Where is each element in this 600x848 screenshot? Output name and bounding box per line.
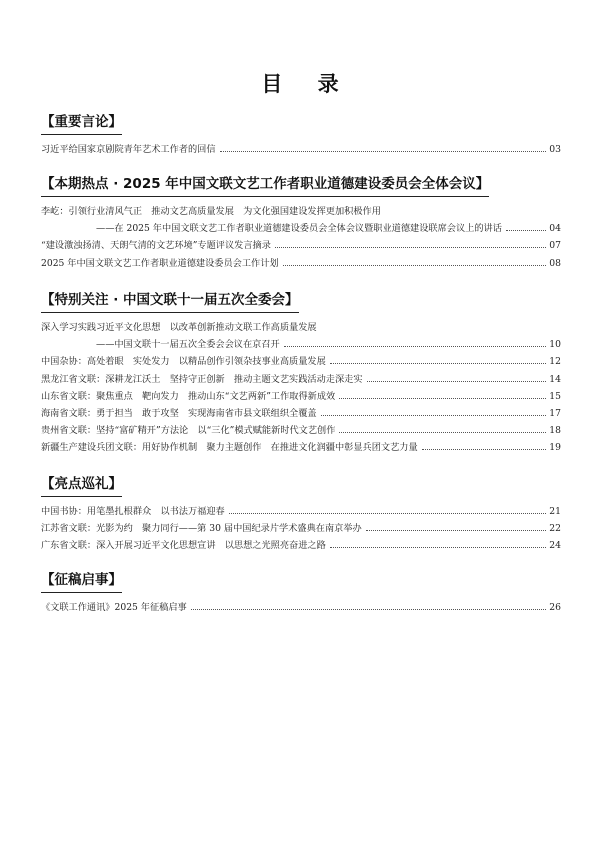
entry-title: 中国书协：用笔墨扎根群众 以书法万福迎春 [41, 506, 225, 517]
entry-title: 《文联工作通讯》2025 年征稿启事 [41, 602, 187, 613]
section-special-focus [41, 289, 561, 457]
section-entries [41, 599, 561, 616]
toc-entry-title-line[interactable]: 李屹：引领行业清风气正 推动文艺高质量发展 为文化强国建设发挥更加积极作用 [41, 206, 381, 217]
entry-title: ——在 2025 年中国文联文艺工作者职业道德建设委员会全体会议暨职业道德建设联席会议上的讲话 [96, 223, 502, 235]
toc-entry[interactable] [41, 237, 561, 254]
section-heading: 【本期热点 · 2025 年中国文联文艺工作者职业道德建设委员会全体会议】 [41, 175, 489, 197]
section-entries [41, 319, 561, 457]
leader-dots [339, 398, 546, 399]
section-entries [41, 503, 561, 555]
toc-entry[interactable] [41, 537, 561, 554]
section-hot-topic [41, 173, 561, 272]
leader-dots [422, 449, 547, 450]
section-highlights [41, 473, 561, 555]
toc-entry[interactable] [41, 520, 561, 537]
leader-dots [321, 415, 547, 416]
entry-page-number: 26 [549, 602, 561, 613]
section-entries [41, 203, 561, 272]
leader-dots [284, 346, 547, 347]
entry-title: ——中国文联十一届五次全委会会议在京召开 [96, 339, 280, 351]
entry-page-number: 10 [549, 339, 561, 351]
entry-page-number: 18 [549, 425, 561, 437]
entry-title: 习近平给国家京剧院青年艺术工作者的回信 [41, 144, 216, 155]
entry-page-number: 14 [549, 373, 561, 385]
leader-dots [229, 513, 547, 514]
entry-title: “建设激浊扬清、天朗气清的文艺环境”专题评议发言摘录 [41, 240, 271, 252]
section-heading: 【特别关注 · 中国文联十一届五次全委会】 [41, 291, 299, 313]
toc-entry[interactable] [41, 353, 561, 370]
leader-dots [366, 530, 547, 531]
entry-title: 江苏省文联：光影为约 聚力同行——第 30 届中国纪录片学术盛典在南京举办 [41, 523, 362, 535]
leader-dots [220, 151, 547, 152]
entry-title: 新疆生产建设兵团文联：用好协作机制 聚力主题创作 在推进文化润疆中彰显兵团文艺力量 [41, 442, 418, 454]
leader-dots [339, 432, 546, 433]
leader-dots [330, 547, 546, 548]
toc-entry[interactable] [41, 599, 561, 616]
entry-page-number: 07 [549, 240, 561, 252]
toc-entry[interactable] [41, 422, 561, 439]
entry-page-number: 12 [549, 356, 561, 368]
entry-page-number: 21 [549, 506, 561, 517]
toc-entry[interactable] [41, 439, 561, 456]
toc-entry[interactable] [41, 220, 561, 237]
entry-page-number: 15 [549, 390, 561, 402]
entry-page-number: 24 [549, 540, 561, 552]
leader-dots [283, 265, 547, 266]
entry-page-number: 22 [549, 523, 561, 535]
toc-entry[interactable] [41, 388, 561, 405]
leader-dots [191, 609, 547, 610]
section-heading: 【重要言论】 [41, 113, 122, 135]
entry-title: 山东省文联：聚焦重点 靶向发力 推动山东“文艺两新”工作取得新成效 [41, 390, 336, 402]
entry-page-number: 03 [549, 144, 561, 155]
entry-page-number: 19 [549, 442, 561, 454]
section-important-speech [41, 111, 561, 158]
toc-entry[interactable] [41, 255, 561, 272]
toc-entry-title-line[interactable]: 深入学习实践习近平文化思想 以改革创新推动文联工作高质量发展 [41, 322, 317, 333]
entry-title: 广东省文联：深入开展习近平文化思想宣讲 以思想之光照亮奋进之路 [41, 540, 326, 552]
leader-dots [330, 363, 546, 364]
toc-entry[interactable] [41, 141, 561, 158]
entry-title: 2025 年中国文联文艺工作者职业道德建设委员会工作计划 [41, 257, 279, 269]
entry-page-number: 08 [549, 257, 561, 269]
entry-title: 贵州省文联：坚持“富矿精开”方法论 以“三化”模式赋能新时代文艺创作 [41, 425, 336, 437]
entry-title: 黑龙江省文联：深耕龙江沃土 坚持守正创新 推动主题文艺实践活动走深走实 [41, 373, 363, 385]
leader-dots [506, 230, 546, 231]
entry-page-number: 17 [549, 408, 561, 420]
toc-entry[interactable] [41, 503, 561, 520]
toc-entry[interactable] [41, 371, 561, 388]
section-entries [41, 141, 561, 158]
leader-dots [367, 381, 547, 382]
toc-entry[interactable] [41, 405, 561, 422]
section-heading: 【亮点巡礼】 [41, 475, 122, 497]
entry-title: 中国杂协：高处着眼 实处发力 以精品创作引领杂技事业高质量发展 [41, 356, 326, 368]
section-heading: 【征稿启事】 [41, 571, 122, 593]
toc-entry[interactable] [41, 336, 561, 353]
page-title: 目 录 [261, 72, 353, 96]
entry-title: 海南省文联：勇于担当 敢于攻坚 实现海南省市县文联组织全覆盖 [41, 408, 317, 420]
section-call-for-papers [41, 569, 561, 616]
leader-dots [275, 247, 546, 248]
entry-page-number: 04 [549, 223, 561, 235]
